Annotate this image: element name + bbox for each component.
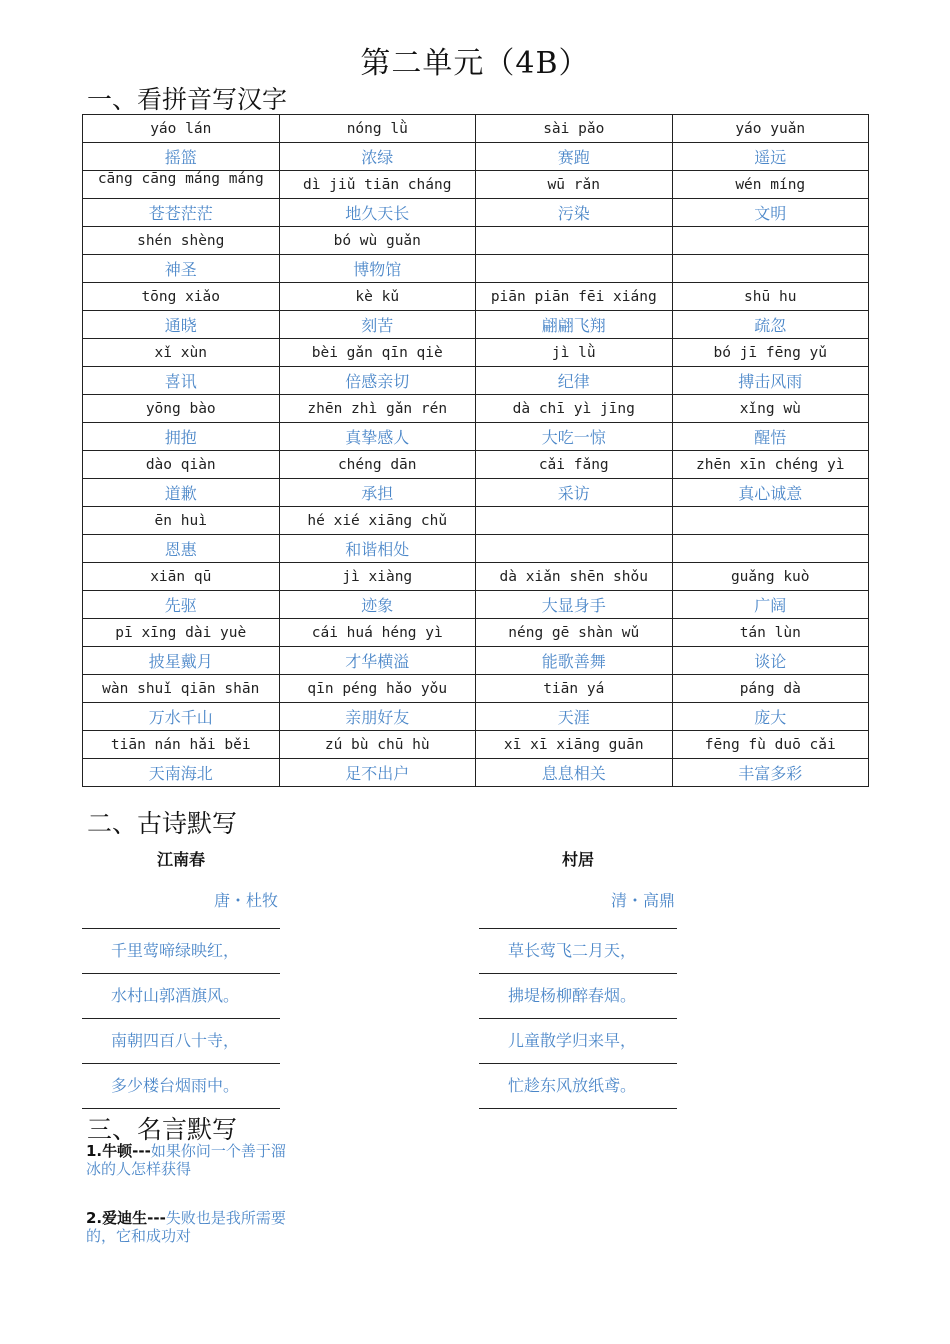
hanzi-cell: 地久天长 [279, 199, 476, 227]
poem-author: 清・高鼎 [479, 878, 677, 929]
poem-line: 儿童散学归来早， [479, 1019, 677, 1064]
hanzi-cell: 倍感亲切 [279, 367, 476, 395]
pinyin-cell: chéng dān [279, 451, 476, 479]
pinyin-cell [672, 227, 869, 255]
quote-newton [86, 1142, 286, 1180]
hanzi-cell: 喜讯 [83, 367, 280, 395]
pinyin-cell: dà chī yì jīng [476, 395, 673, 423]
hanzi-cell: 大吃一惊 [476, 423, 673, 451]
pinyin-row [83, 675, 869, 703]
pinyin-cell: dào qiàn [83, 451, 280, 479]
hanzi-cell: 能歌善舞 [476, 647, 673, 675]
hanzi-cell: 纪律 [476, 367, 673, 395]
hanzi-row [83, 535, 869, 563]
hanzi-row [83, 143, 869, 171]
pinyin-row [83, 115, 869, 143]
hanzi-cell: 大显身手 [476, 591, 673, 619]
hanzi-row [83, 759, 869, 787]
section-heading-pinyin: 一、看拼音写汉字 [87, 85, 288, 114]
hanzi-cell: 博物馆 [279, 255, 476, 283]
hanzi-cell: 真心诚意 [672, 479, 869, 507]
pinyin-cell: tán lùn [672, 619, 869, 647]
pinyin-cell: shén shèng [83, 227, 280, 255]
hanzi-cell: 摇篮 [83, 143, 280, 171]
pinyin-table [82, 114, 869, 787]
pinyin-cell: xǐng wù [672, 395, 869, 423]
pinyin-cell: zhēn xīn chéng yì [672, 451, 869, 479]
pinyin-cell: fēng fù duō cǎi [672, 731, 869, 759]
pinyin-cell: tiān nán hǎi běi [83, 731, 280, 759]
hanzi-cell: 庞大 [672, 703, 869, 731]
pinyin-row [83, 563, 869, 591]
hanzi-cell [476, 255, 673, 283]
hanzi-cell: 披星戴月 [83, 647, 280, 675]
hanzi-row [83, 479, 869, 507]
pinyin-cell: ēn huì [83, 507, 280, 535]
hanzi-cell: 道歉 [83, 479, 280, 507]
pinyin-row [83, 395, 869, 423]
hanzi-cell [476, 535, 673, 563]
pinyin-cell: shū hu [672, 283, 869, 311]
hanzi-row [83, 367, 869, 395]
poem-line: 千里莺啼绿映红， [82, 929, 280, 974]
poem-author: 唐・杜牧 [82, 878, 280, 929]
pinyin-row [83, 507, 869, 535]
hanzi-cell: 通晓 [83, 311, 280, 339]
hanzi-cell: 真挚感人 [279, 423, 476, 451]
section-heading-quotes: 三、名言默写 [87, 1115, 238, 1144]
hanzi-cell [672, 255, 869, 283]
pinyin-cell: guǎng kuò [672, 563, 869, 591]
hanzi-cell: 赛跑 [476, 143, 673, 171]
pinyin-cell: piān piān fēi xiáng [476, 283, 673, 311]
pinyin-cell [476, 227, 673, 255]
pinyin-row [83, 731, 869, 759]
hanzi-row [83, 703, 869, 731]
hanzi-cell: 亲朋好友 [279, 703, 476, 731]
hanzi-cell: 醒悟 [672, 423, 869, 451]
hanzi-cell: 迹象 [279, 591, 476, 619]
hanzi-cell: 浓绿 [279, 143, 476, 171]
hanzi-cell: 搏击风雨 [672, 367, 869, 395]
pinyin-cell: yáo yuǎn [672, 115, 869, 143]
pinyin-row [83, 451, 869, 479]
hanzi-cell: 拥抱 [83, 423, 280, 451]
hanzi-cell: 先驱 [83, 591, 280, 619]
pinyin-cell: cāng cāng máng máng [83, 171, 280, 199]
hanzi-row [83, 423, 869, 451]
hanzi-cell: 和谐相处 [279, 535, 476, 563]
hanzi-cell: 丰富多彩 [672, 759, 869, 787]
pinyin-cell: dà xiǎn shēn shǒu [476, 563, 673, 591]
pinyin-cell [476, 507, 673, 535]
poem-cunju [479, 842, 677, 1109]
poem-title: 江南春 [156, 850, 205, 869]
quote-text: 如果你问一个善于溜冰的人怎样获得 [86, 1142, 286, 1178]
hanzi-cell: 采访 [476, 479, 673, 507]
pinyin-cell: zhēn zhì gǎn rén [279, 395, 476, 423]
pinyin-row [83, 339, 869, 367]
pinyin-cell: bó wù guǎn [279, 227, 476, 255]
poem-line: 拂堤杨柳醉春烟。 [479, 974, 677, 1019]
section-heading-poems: 二、古诗默写 [87, 809, 238, 838]
pinyin-cell: dì jiǔ tiān cháng [279, 171, 476, 199]
pinyin-cell: páng dà [672, 675, 869, 703]
pinyin-cell: tōng xiǎo [83, 283, 280, 311]
pinyin-cell: wū rǎn [476, 171, 673, 199]
hanzi-cell: 谈论 [672, 647, 869, 675]
poem-jiangnanchun [82, 842, 280, 1109]
hanzi-cell: 恩惠 [83, 535, 280, 563]
pinyin-cell: tiān yá [476, 675, 673, 703]
hanzi-cell: 天南海北 [83, 759, 280, 787]
pinyin-cell: pī xīng dài yuè [83, 619, 280, 647]
pinyin-row [83, 171, 869, 199]
pinyin-cell: hé xié xiāng chǔ [279, 507, 476, 535]
poem-line: 南朝四百八十寺， [82, 1019, 280, 1064]
pinyin-cell: kè kǔ [279, 283, 476, 311]
hanzi-cell: 足不出户 [279, 759, 476, 787]
hanzi-cell [672, 535, 869, 563]
hanzi-cell: 天涯 [476, 703, 673, 731]
pinyin-cell: xiān qū [83, 563, 280, 591]
pinyin-cell: jì lǜ [476, 339, 673, 367]
hanzi-row [83, 255, 869, 283]
quote-edison [86, 1209, 286, 1247]
hanzi-cell: 息息相关 [476, 759, 673, 787]
hanzi-cell: 疏忽 [672, 311, 869, 339]
hanzi-row [83, 199, 869, 227]
poem-line: 水村山郭酒旗风。 [82, 974, 280, 1019]
poem-line: 草长莺飞二月天， [479, 929, 677, 974]
pinyin-cell: néng gē shàn wǔ [476, 619, 673, 647]
hanzi-cell: 才华横溢 [279, 647, 476, 675]
pinyin-row [83, 619, 869, 647]
hanzi-row [83, 311, 869, 339]
pinyin-cell: wén míng [672, 171, 869, 199]
hanzi-cell: 文明 [672, 199, 869, 227]
hanzi-row [83, 647, 869, 675]
pinyin-cell: yáo lán [83, 115, 280, 143]
pinyin-cell: zú bù chū hù [279, 731, 476, 759]
hanzi-row [83, 591, 869, 619]
hanzi-cell: 神圣 [83, 255, 280, 283]
pinyin-cell: cái huá héng yì [279, 619, 476, 647]
pinyin-cell: yōng bào [83, 395, 280, 423]
pinyin-cell: sài pǎo [476, 115, 673, 143]
pinyin-cell: wàn shuǐ qiān shān [83, 675, 280, 703]
pinyin-cell: qīn péng hǎo yǒu [279, 675, 476, 703]
pinyin-cell: bèi gǎn qīn qiè [279, 339, 476, 367]
pinyin-row [83, 227, 869, 255]
page-title: 第二单元（4B） [360, 46, 590, 81]
poem-title: 村居 [561, 850, 594, 869]
pinyin-cell [672, 507, 869, 535]
hanzi-cell: 万水千山 [83, 703, 280, 731]
quote-author: 1.牛顿--- [86, 1142, 151, 1160]
pinyin-cell: bó jī fēng yǔ [672, 339, 869, 367]
pinyin-cell: nóng lǜ [279, 115, 476, 143]
poem-line: 忙趁东风放纸鸢。 [479, 1064, 677, 1109]
hanzi-cell: 广阔 [672, 591, 869, 619]
pinyin-cell: cǎi fǎng [476, 451, 673, 479]
quote-author: 2.爱迪生--- [86, 1209, 166, 1227]
hanzi-cell: 翩翩飞翔 [476, 311, 673, 339]
poem-line: 多少楼台烟雨中。 [82, 1064, 280, 1109]
pinyin-row [83, 283, 869, 311]
hanzi-cell: 遥远 [672, 143, 869, 171]
pinyin-cell: jì xiàng [279, 563, 476, 591]
pinyin-cell: xī xī xiāng guān [476, 731, 673, 759]
hanzi-cell: 承担 [279, 479, 476, 507]
quote-text: 失败也是我所需要的，它和成功对 [86, 1209, 286, 1245]
hanzi-cell: 苍苍茫茫 [83, 199, 280, 227]
hanzi-cell: 污染 [476, 199, 673, 227]
hanzi-cell: 刻苦 [279, 311, 476, 339]
pinyin-cell: xǐ xùn [83, 339, 280, 367]
